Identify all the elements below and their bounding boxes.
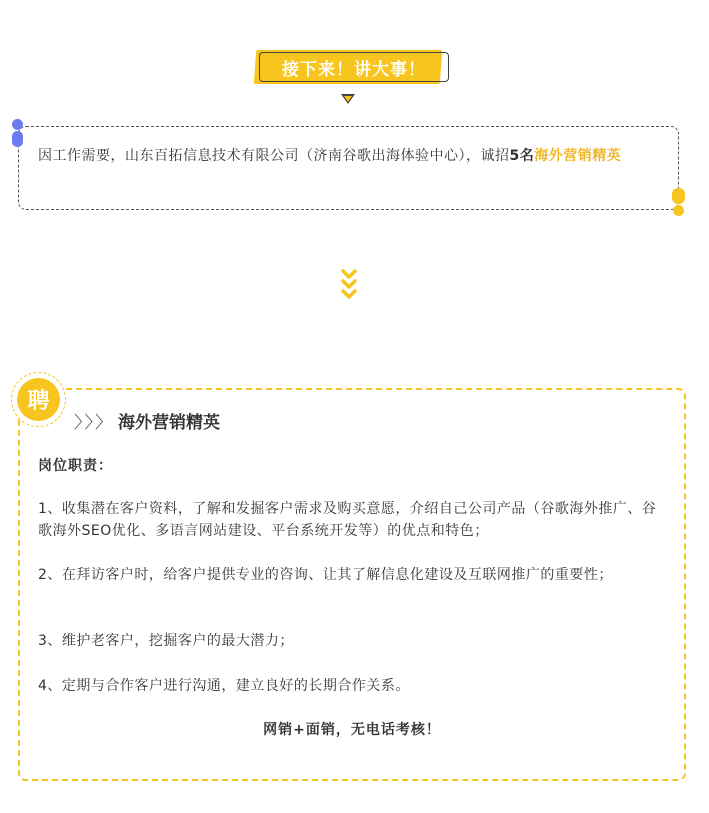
duty-item: 1、收集潜在客户资料，了解和发掘客户需求及购买意愿，介绍自己公司产品（谷歌海外推广、谷歌海外SEO优化、多语言网站建设、平台系统开发等）的优点和特色； (38, 501, 657, 539)
intro-paragraph (38, 143, 666, 169)
banner-text: 接下来！讲大事！ (282, 59, 426, 80)
job-title (74, 408, 220, 433)
decor-dot-yellow (672, 188, 685, 204)
down-triangle-fill (344, 96, 352, 102)
duty-item: 3、维护老客户，挖掘客户的最大潜力； (38, 633, 294, 649)
badge-char: 聘 (27, 389, 50, 414)
intro-count: 5名 (509, 148, 535, 164)
duties-heading: 岗位职责： (38, 458, 113, 474)
recruit-badge (17, 378, 60, 421)
decor-dot-blue (12, 131, 23, 147)
job-title-text: 海外营销精英 (118, 413, 220, 433)
decor-dot-blue (12, 119, 23, 130)
intro-text: 因工作需要，山东百拓信息技术有限公司（济南谷歌出海体验中心），诚招 (38, 148, 510, 164)
intro-role: 海外营销精英 (534, 148, 622, 164)
banner-frame (259, 52, 449, 82)
header-banner (255, 44, 455, 90)
decor-dot-yellow (673, 205, 684, 216)
duty-item: 2、在拜访客户时，给客户提供专业的咨询、让其了解信息化建设及互联网推广的重要性； (38, 567, 613, 583)
duty-item: 4、定期与合作客户进行沟通，建立良好的长期合作关系。 (38, 678, 410, 694)
footer-note: 网销+面销，无电话考核！ (263, 722, 441, 738)
chevron-double-down-icon (339, 268, 359, 304)
title-arrows: 〉〉〉 (74, 413, 114, 433)
